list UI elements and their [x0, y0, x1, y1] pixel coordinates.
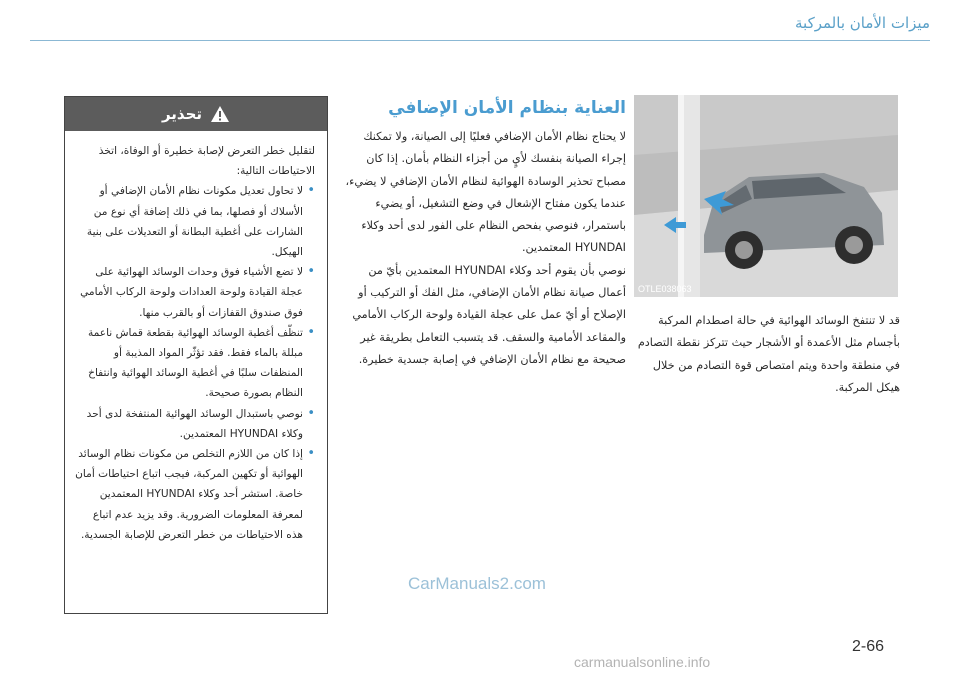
- right-paragraph: [634, 310, 900, 399]
- warning-item: • إذا كان من اللازم التخلص من مكونات نظام الوسائد الهوائية أو تكهين المركبة، فيجب اتباع احتياطات أمان خاصة. استشر أحد وكلاء HYUNDAI المعتمدين لمعرفة المعلومات الضرورية. وقد يزيد عدم اتباع هذه الاحتياطات من خطر التعرض للإصابة الجسدية.: [75, 444, 315, 545]
- car-pole-collision-photo: [634, 95, 898, 297]
- warning-intro: لتقليل خطر التعرض لإصابة خطيرة أو الوفاة، اتخذ الاحتياطات التالية:: [98, 145, 315, 178]
- warning-body: [65, 131, 327, 553]
- header-divider: [30, 40, 930, 41]
- photo-caption: OTLE038063: [638, 284, 692, 294]
- section-title: العناية بنظام الأمان الإضافي: [388, 98, 626, 118]
- warning-item: • تنظّف أغطية الوسائد الهوائية بقطعة قماش ناعمة مبللة بالماء فقط. فقد تؤثّر المواد المذيبة أو المنظفات سلبًا في أغطية الوسائد الهوائية وانتفاخ النظام بصورة صحيحة.: [75, 323, 315, 404]
- warning-triangle-icon: [210, 105, 230, 123]
- section-paragraph-2: نوصي بأن يقوم أحد وكلاء HYUNDAI المعتمدين بأيّ من أعمال صيانة نظام الأمان الإضافي، مثل الفك أو التركيب أو الإصلاح أو أيّ عمل على عجلة القيادة ولوحة الركاب الأمامي والمقاعد الأمامية والسقف. قد يتسبب التعامل بطريقة غير صحيحة مع نظام الأمان الإضافي في إصابة جسدية خطيرة.: [352, 263, 626, 366]
- warning-item: • نوصي باستبدال الوسائد الهوائية المنتفخة لدى أحد وكلاء HYUNDAI المعتمدين.: [75, 404, 315, 444]
- warning-item: • لا تحاول تعديل مكونات نظام الأمان الإضافي أو الأسلاك أو فصلها، بما في ذلك إضافة أي نوع من الشارات على أغطية البطانة أو التعديلات على بنية الهيكل.: [75, 181, 315, 262]
- warning-title: تحذير: [161, 105, 203, 123]
- right-paragraph-text: قد لا تنتفخ الوسائد الهوائية في حالة اصطدام المركبة بأجسام مثل الأعمدة أو الأشجار حيث تتركز نقطة التصادم في منطقة واحدة ويتم امتصاص قوة التصادم من خلال هيكل المركبة.: [637, 314, 900, 394]
- warning-header: [65, 97, 327, 131]
- srs-care-section: [344, 94, 626, 371]
- section-paragraph-1: لا يحتاج نظام الأمان الإضافي فعليًا إلى الصيانة، ولا تمكنك إجراء الصيانة بنفسك لأيٍ من أجزاء النظام بأمان. إذا كان مصباح تحذير الوسادة الهوائية لنظام الأمان الإضافي لا يضيء، عندما يكون مفتاح الإشعال في وضع التشغيل، أو يضيء باستمرار، فنوصي بفحص النظام على الفور لدى أحد وكلاء HYUNDAI المعتمدين.: [345, 130, 626, 255]
- warning-box: [64, 96, 328, 614]
- center-watermark: CarManuals2.com: [408, 574, 546, 593]
- page-number: 2-66: [852, 638, 885, 655]
- footer-watermark: carmanualsonline.info: [574, 654, 711, 670]
- warning-list: [75, 181, 315, 545]
- car-illustration: [634, 95, 898, 297]
- page-header-title: ميزات الأمان بالمركبة: [795, 14, 930, 32]
- warning-item: • لا تضع الأشياء فوق وحدات الوسائد الهوائية على عجلة القيادة ولوحة العدادات ولوحة الركاب الأمامي فوق صندوق القفازات أو بالقرب منها.: [75, 262, 315, 323]
